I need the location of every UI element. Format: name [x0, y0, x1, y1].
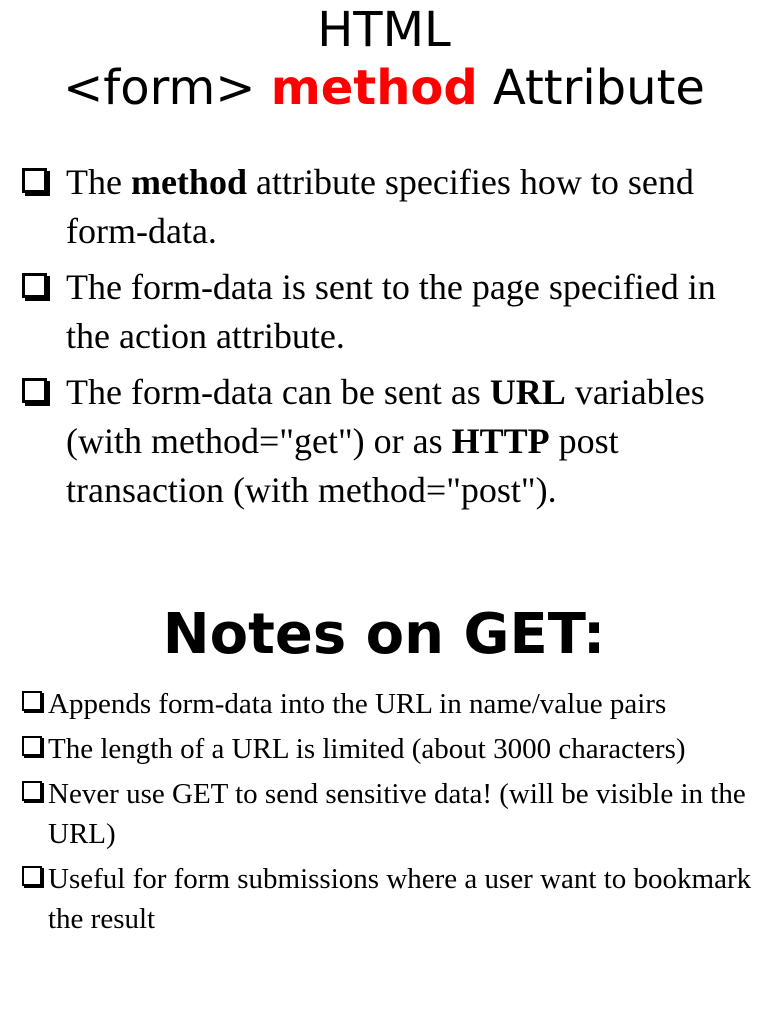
list-item	[22, 859, 752, 939]
bullet-text: The	[66, 162, 131, 202]
bullet-text: post transaction (with method="post").	[66, 421, 619, 510]
title-accent-method: method	[270, 60, 478, 116]
hollow-square-bullet-icon	[22, 273, 47, 298]
bullet-bold-term: HTTP	[451, 421, 550, 461]
main-bullet-list	[22, 158, 742, 522]
list-item	[22, 729, 752, 769]
notes-heading: Notes on GET:	[162, 602, 606, 667]
hollow-square-bullet-icon	[22, 736, 42, 756]
slide-title	[0, 0, 768, 118]
bullet-text: attribute specifies how to send form-data.	[66, 162, 694, 251]
hollow-square-bullet-icon	[22, 378, 47, 403]
bullet-action-attribute	[22, 263, 742, 361]
bullet-text: The form-data is sent to the page specified in the action attribute.	[66, 267, 716, 356]
note-text: Useful for form submissions where a user want to bookmark the result	[48, 863, 752, 935]
hollow-square-bullet-icon	[22, 866, 42, 886]
note-text: The length of a URL is limited (about 3000 characters)	[48, 733, 686, 765]
hollow-square-bullet-icon	[22, 781, 42, 801]
bullet-text: The form-data can be sent as	[66, 372, 490, 412]
hollow-square-bullet-icon	[22, 168, 47, 193]
bullet-bold-term: method	[130, 162, 247, 202]
hollow-square-bullet-icon	[22, 691, 42, 711]
bullet-text: variables (with method="get") or as	[66, 372, 705, 461]
title-prefix: <form>	[63, 60, 271, 116]
bullet-url-http	[22, 368, 742, 515]
bullet-bold-term: URL	[489, 372, 566, 412]
title-line-1: HTML	[317, 2, 451, 58]
title-line-2	[0, 58, 768, 118]
title-suffix: Attribute	[477, 60, 705, 116]
list-item	[22, 774, 752, 854]
bullet-method-description	[22, 158, 742, 256]
note-text: Never use GET to send sensitive data! (will be visible in the URL)	[48, 778, 746, 850]
note-text: Appends form-data into the URL in name/value pairs	[48, 688, 667, 720]
list-item	[22, 684, 752, 724]
notes-bullet-list	[22, 684, 752, 944]
